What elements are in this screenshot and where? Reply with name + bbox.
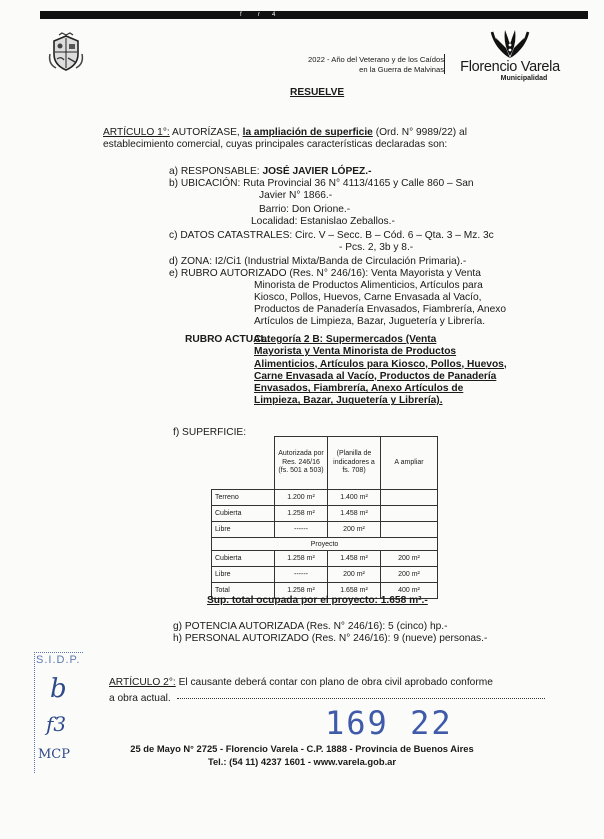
handwritten-mark: f3 — [46, 712, 67, 736]
table-header-cell: A ampliar — [381, 437, 438, 490]
table-cell: 400 m² — [381, 583, 438, 599]
rubro-actual-line: Carne Envasada al Vacío, Productos de Panadería — [254, 370, 497, 382]
commemorative-motto — [308, 55, 444, 75]
article-2-label: ARTÍCULO 2°: — [109, 677, 176, 688]
item-e-line: Productos de Panadería Envasados, Fiambrería, Anexo — [254, 304, 507, 315]
item-e-line: e) RUBRO AUTORIZADO (Res. N° 246/16): Venta Mayorista y Venta — [169, 268, 481, 279]
table-cell: 1.658 m² — [328, 583, 381, 599]
rubro-actual-line: Categoría 2 B: Supermercados (Venta — [254, 334, 437, 345]
item-b-line: Barrio: Don Orione.- — [259, 204, 351, 215]
table-cell: 200 m² — [328, 567, 381, 583]
rubro-actual-line: Alimenticios, Artículos para Kiosco, Pollos, Huevos, — [254, 358, 507, 370]
fill-line — [177, 698, 545, 699]
table-row-label: Total — [212, 583, 275, 599]
table-section-label: Proyecto — [212, 538, 438, 551]
item-b-line: Localidad: Estanislao Zeballos.- — [251, 216, 395, 227]
surface-table — [211, 436, 438, 599]
table-cell — [381, 506, 438, 522]
item-a-value: JOSÉ JAVIER LÓPEZ.- — [262, 166, 372, 177]
article-1-line-1 — [103, 127, 467, 139]
rubro-actual-line: Limpieza, Bazar, Juguetería y Librería). — [254, 395, 443, 407]
article-1-line-2: establecimiento comercial, cuyas principales características declaradas son: — [103, 139, 448, 150]
article-2-text: El causante deberá contar con plano de obra civil aprobado conforme — [178, 677, 493, 688]
table-row — [212, 567, 438, 583]
table-cell: ------ — [275, 567, 328, 583]
table-row — [212, 490, 438, 506]
item-e-line: Kiosco, Pollos, Huevos, Carne Envasada al Vacío, — [254, 292, 482, 303]
table-cell: 1.258 m² — [275, 506, 328, 522]
coat-of-arms-icon — [48, 32, 84, 72]
flower-logo-icon — [488, 26, 532, 60]
table-cell: 200 m² — [381, 567, 438, 583]
item-e-line: Artículos de Limpieza, Bazar, Juguetería y Librería. — [254, 316, 486, 327]
table-cell: 1.258 m² — [275, 583, 328, 599]
municipality-logo — [458, 26, 562, 86]
table-row-label: Libre — [212, 567, 275, 583]
section-heading: RESUELVE — [290, 87, 345, 98]
header-divider — [444, 54, 445, 74]
item-a — [169, 166, 372, 178]
table-cell: 1.458 m² — [328, 551, 381, 567]
item-b-line: b) UBICACIÓN: Ruta Provincial 36 N° 4113/4165 y Calle 860 – San — [169, 178, 474, 189]
folio-number: 169 22 — [325, 704, 453, 742]
footer-contact: Tel.: (54 11) 4237 1601 - www.varela.gob.ar — [207, 756, 397, 767]
article-1-ordinance: (Ord. N° 9989/22) al — [375, 127, 467, 138]
logo-subtitle: Municipalidad — [500, 75, 548, 82]
table-cell: 1.200 m² — [275, 490, 328, 506]
table-corner-cell — [212, 437, 275, 490]
table-row — [212, 522, 438, 538]
item-d-line: d) ZONA: I2/Ci1 (Industrial Mixta/Banda de Circulación Primaria).- — [169, 256, 467, 267]
rubro-actual-line: Mayorista y Venta Minorista de Productos — [254, 346, 457, 358]
top-bar-mark: 4 — [272, 12, 276, 18]
table-row — [212, 506, 438, 522]
article-2-line-2: a obra actual. — [109, 693, 171, 704]
table-cell: 200 m² — [328, 522, 381, 538]
table-cell: 1.458 m² — [328, 506, 381, 522]
table-header-cell: Autorizada por Res. 246/16 (fs. 501 a 503) — [275, 437, 328, 490]
article-1-label: ARTÍCULO 1°: — [103, 127, 170, 138]
item-c-line: c) DATOS CATASTRALES: Circ. V – Secc. B – Cód. 6 – Qta. 3 – Mz. 3c — [169, 230, 494, 241]
table-row-label: Cubierta — [212, 551, 275, 567]
article-1-phrase: la ampliación de superficie — [242, 127, 373, 138]
item-b-line: Javier N° 1866.- — [259, 190, 333, 201]
item-e-line: Minorista de Productos Alimenticios, Artículos para — [254, 280, 483, 291]
article-1-verb: AUTORÍZASE, — [172, 127, 240, 138]
rubro-actual-line: Envasados, Fiambrería, Anexo Artículos de — [254, 383, 464, 395]
handwritten-mark: b — [50, 674, 67, 704]
table-cell: 1.400 m² — [328, 490, 381, 506]
table-cell: 200 m² — [381, 551, 438, 567]
table-header-row — [212, 437, 438, 490]
table-section-row — [212, 538, 438, 551]
item-g-line: g) POTENCIA AUTORIZADA (Res. N° 246/16): 5 (cinco) hp.- — [173, 621, 448, 632]
table-row-label: Libre — [212, 522, 275, 538]
table-cell: ------ — [275, 522, 328, 538]
top-bar-mark: r — [258, 12, 260, 18]
top-bar-mark: f — [240, 12, 242, 18]
table-row-label: Cubierta — [212, 506, 275, 522]
top-bar — [40, 11, 588, 19]
motto-line: 2022 - Año del Veterano y de los Caídos — [308, 55, 444, 64]
table-header-cell: (Planilla de indicadores a fs. 708) — [328, 437, 381, 490]
item-a-label: a) RESPONSABLE: — [169, 166, 260, 177]
article-2-line-1 — [109, 677, 493, 689]
motto-line: en la Guerra de Malvinas — [359, 65, 444, 74]
table-cell — [381, 522, 438, 538]
handwritten-mark: MCP — [38, 747, 71, 762]
table-row — [212, 551, 438, 567]
table-cell: 1.258 m² — [275, 551, 328, 567]
table-row-label: Terreno — [212, 490, 275, 506]
footer-address: 25 de Mayo N° 2725 - Florencio Varela - C.P. 1888 - Provincia de Buenos Aires — [130, 743, 474, 754]
rubro-actual-text — [254, 334, 542, 408]
item-f-label: f) SUPERFICIE: — [173, 427, 247, 438]
total-surface: Sup. total ocupada por el proyecto: 1.658 m².- — [207, 595, 428, 606]
table-cell — [381, 490, 438, 506]
logo-name: Florencio Varela — [460, 59, 560, 75]
item-c-line: - Pcs. 2, 3b y 8.- — [339, 242, 414, 253]
item-h-line: h) PERSONAL AUTORIZADO (Res. N° 246/16): 9 (nueve) personas.- — [173, 633, 488, 644]
rubro-actual-label: RUBRO ACTUAL: — [185, 334, 271, 345]
stamp-office: S.I.D.P. — [36, 654, 81, 666]
